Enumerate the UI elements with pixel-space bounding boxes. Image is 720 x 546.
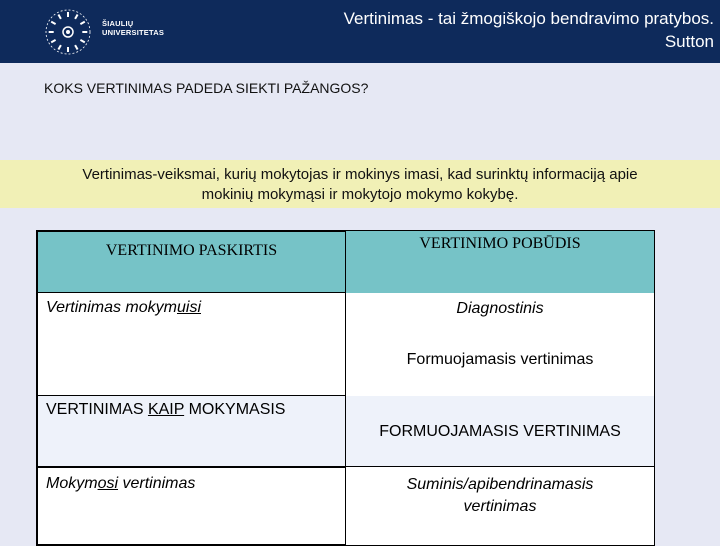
definition-line-1: Vertinimas-veiksmai, kurių mokytojas ir mokinys imasi, kad surinktų informaciją apie [82, 166, 638, 183]
row1-right-cell [346, 293, 655, 346]
row4-left-cell [36, 466, 347, 546]
row3-left-text: VERTINIMAS KAIP MOKYMASIS [46, 401, 286, 418]
row4-left-text: Mokymosi vertinimas [46, 475, 196, 492]
col1-header-cell [36, 230, 347, 294]
question-heading: KOKS VERTINIMAS PADEDA SIEKTI PAŽANGOS? [44, 80, 369, 96]
header-bar [0, 0, 720, 63]
row3-right-text: FORMUOJAMASIS VERTINIMAS [379, 423, 621, 440]
title-line-1: Vertinimas - tai žmogiškojo bendravimo pratybos. [343, 9, 714, 28]
title-line-2: Sutton [664, 32, 714, 51]
row1-left-cell [36, 293, 347, 397]
row1-left-text: Vertinimas mokymuisi [46, 299, 201, 316]
row2-right-text: Formuojamasis vertinimas [406, 351, 594, 368]
logo-wordmark: ŠIAULIŲ UNIVERSITETAS [102, 19, 165, 37]
col1-header-label: VERTINIMO PASKIRTIS [105, 242, 278, 259]
row4-right-line-1: Suminis/apibendrinamasis [406, 476, 594, 493]
col2-header-cell [346, 230, 655, 294]
row3-right-cell [346, 396, 655, 466]
definition-band [0, 160, 720, 208]
slide-title [194, 7, 714, 53]
row2-right-cell [346, 345, 655, 397]
row1-right-text: Diagnostinis [456, 300, 544, 317]
definition-line-2: mokinių mokymąsi ir mokytojo mokymo kokybę. [201, 186, 519, 203]
row4-right-line-2: vertinimas [463, 498, 537, 515]
row3-left-cell [36, 396, 347, 466]
row4-right-cell [346, 466, 655, 546]
col2-header-label: VERTINIMO POBŪDIS [419, 235, 581, 252]
